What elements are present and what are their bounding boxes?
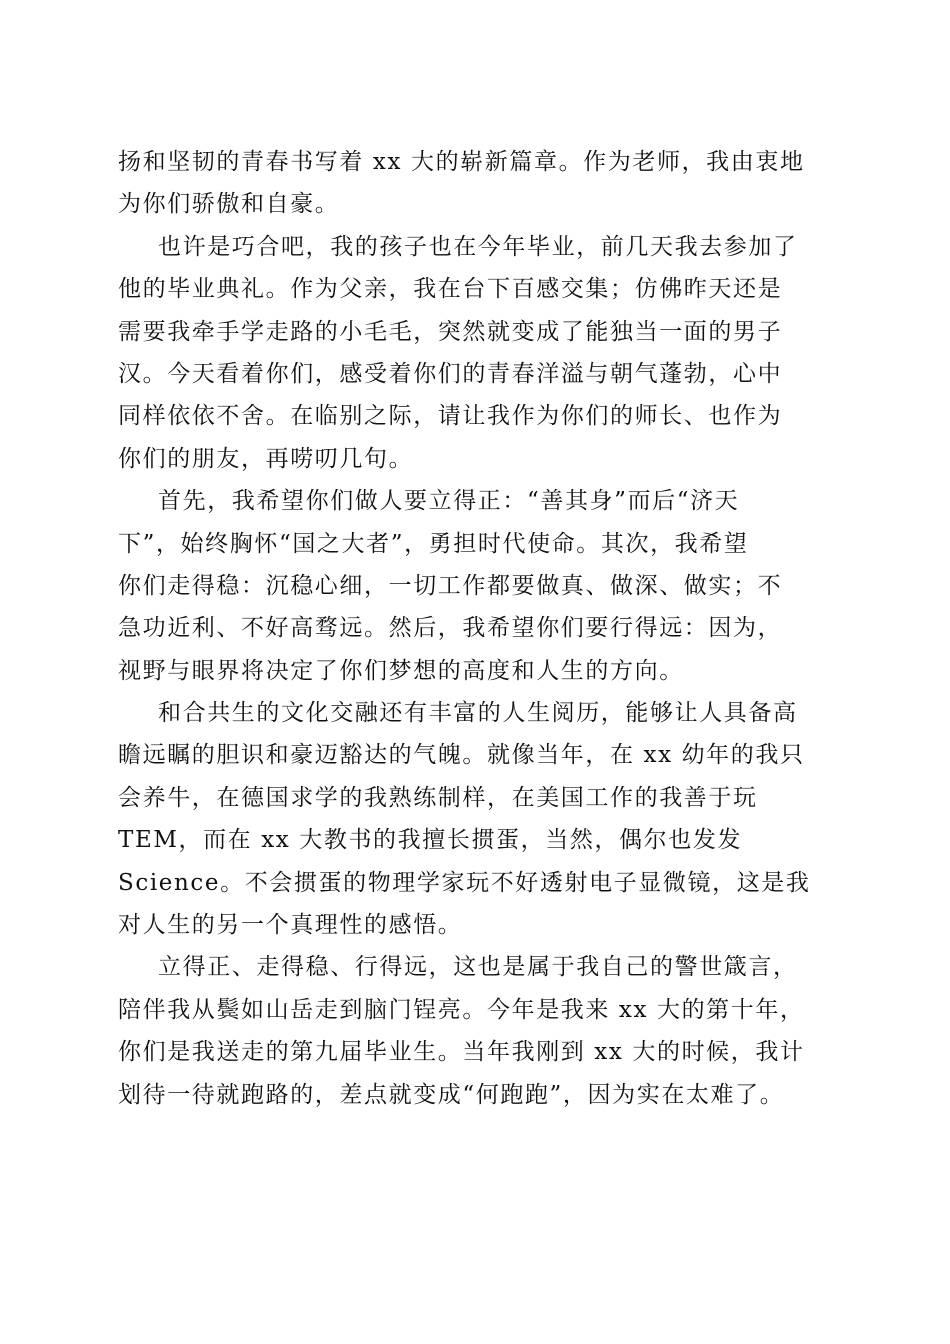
text-line: 扬和坚韧的青春书写着 xx 大的崭新篇章。作为老师，我由衷地 [118,149,805,175]
paragraph-start-line: 立得正、走得稳、行得远，这也是属于我自己的警世箴言， [158,954,798,981]
text-line: 需要我牵手学走路的小毛毛，突然就变成了能独当一面的男子 [118,318,783,345]
text-line: 你们的朋友，再唠叨几句。 [118,445,414,472]
text-line: 同样依依不舍。在临别之际，请让我作为你们的师长、也作为 [118,403,783,430]
text-line: 汉。今天看着你们，感受着你们的青春洋溢与朝气蓬勃，心中 [118,360,783,387]
text-line: 你们是我送走的第九届毕业生。当年我刚到 xx 大的时候，我计 [118,1039,805,1066]
text-line: 会养牛，在德国求学的我熟练制样，在美国工作的我善于玩 [118,784,758,811]
text-line: 为你们骄傲和自豪。 [118,191,340,218]
text-line: 你们走得稳：沉稳心细，一切工作都要做真、做深、做实；不 [118,572,783,599]
text-line: 急功近利、不好高骛远。然后，我希望你们要行得远：因为， [118,615,783,642]
paragraph-start-line: 首先，我希望你们做人要立得正：“善其身”而后“济天 [158,488,740,515]
speech-text [118,141,838,1116]
paragraph-start-line: 也许是巧合吧，我的孩子也在今年毕业，前几天我去参加了 [158,233,798,260]
text-line: 陪伴我从鬓如山岳走到脑门锃亮。今年是我来 xx 大的第十年， [118,996,805,1023]
text-line: 对人生的另一个真理性的感悟。 [118,912,463,939]
paragraph-start-line: 和合共生的文化交融还有丰富的人生阅历，能够让人具备高 [158,700,798,727]
text-line: 下”，始终胸怀“国之大者”，勇担时代使命。其次，我希望 [118,530,749,557]
text-line: 划待一待就跑路的，差点就变成“何跑跑”，因为实在太难了。 [118,1081,785,1108]
text-line: TEM，而在 xx 大教书的我擅长掼蛋，当然，偶尔也发发 [118,827,743,854]
text-line: 视野与眼界将决定了你们梦想的高度和人生的方向。 [118,657,684,684]
text-line: Science。不会掼蛋的物理学家玩不好透射电子显微镜，这是我 [118,869,811,896]
text-line: 瞻远瞩的胆识和豪迈豁达的气魄。就像当年，在 xx 幼年的我只 [118,742,805,769]
text-line: 他的毕业典礼。作为父亲，我在台下百感交集；仿佛昨天还是 [118,276,783,303]
